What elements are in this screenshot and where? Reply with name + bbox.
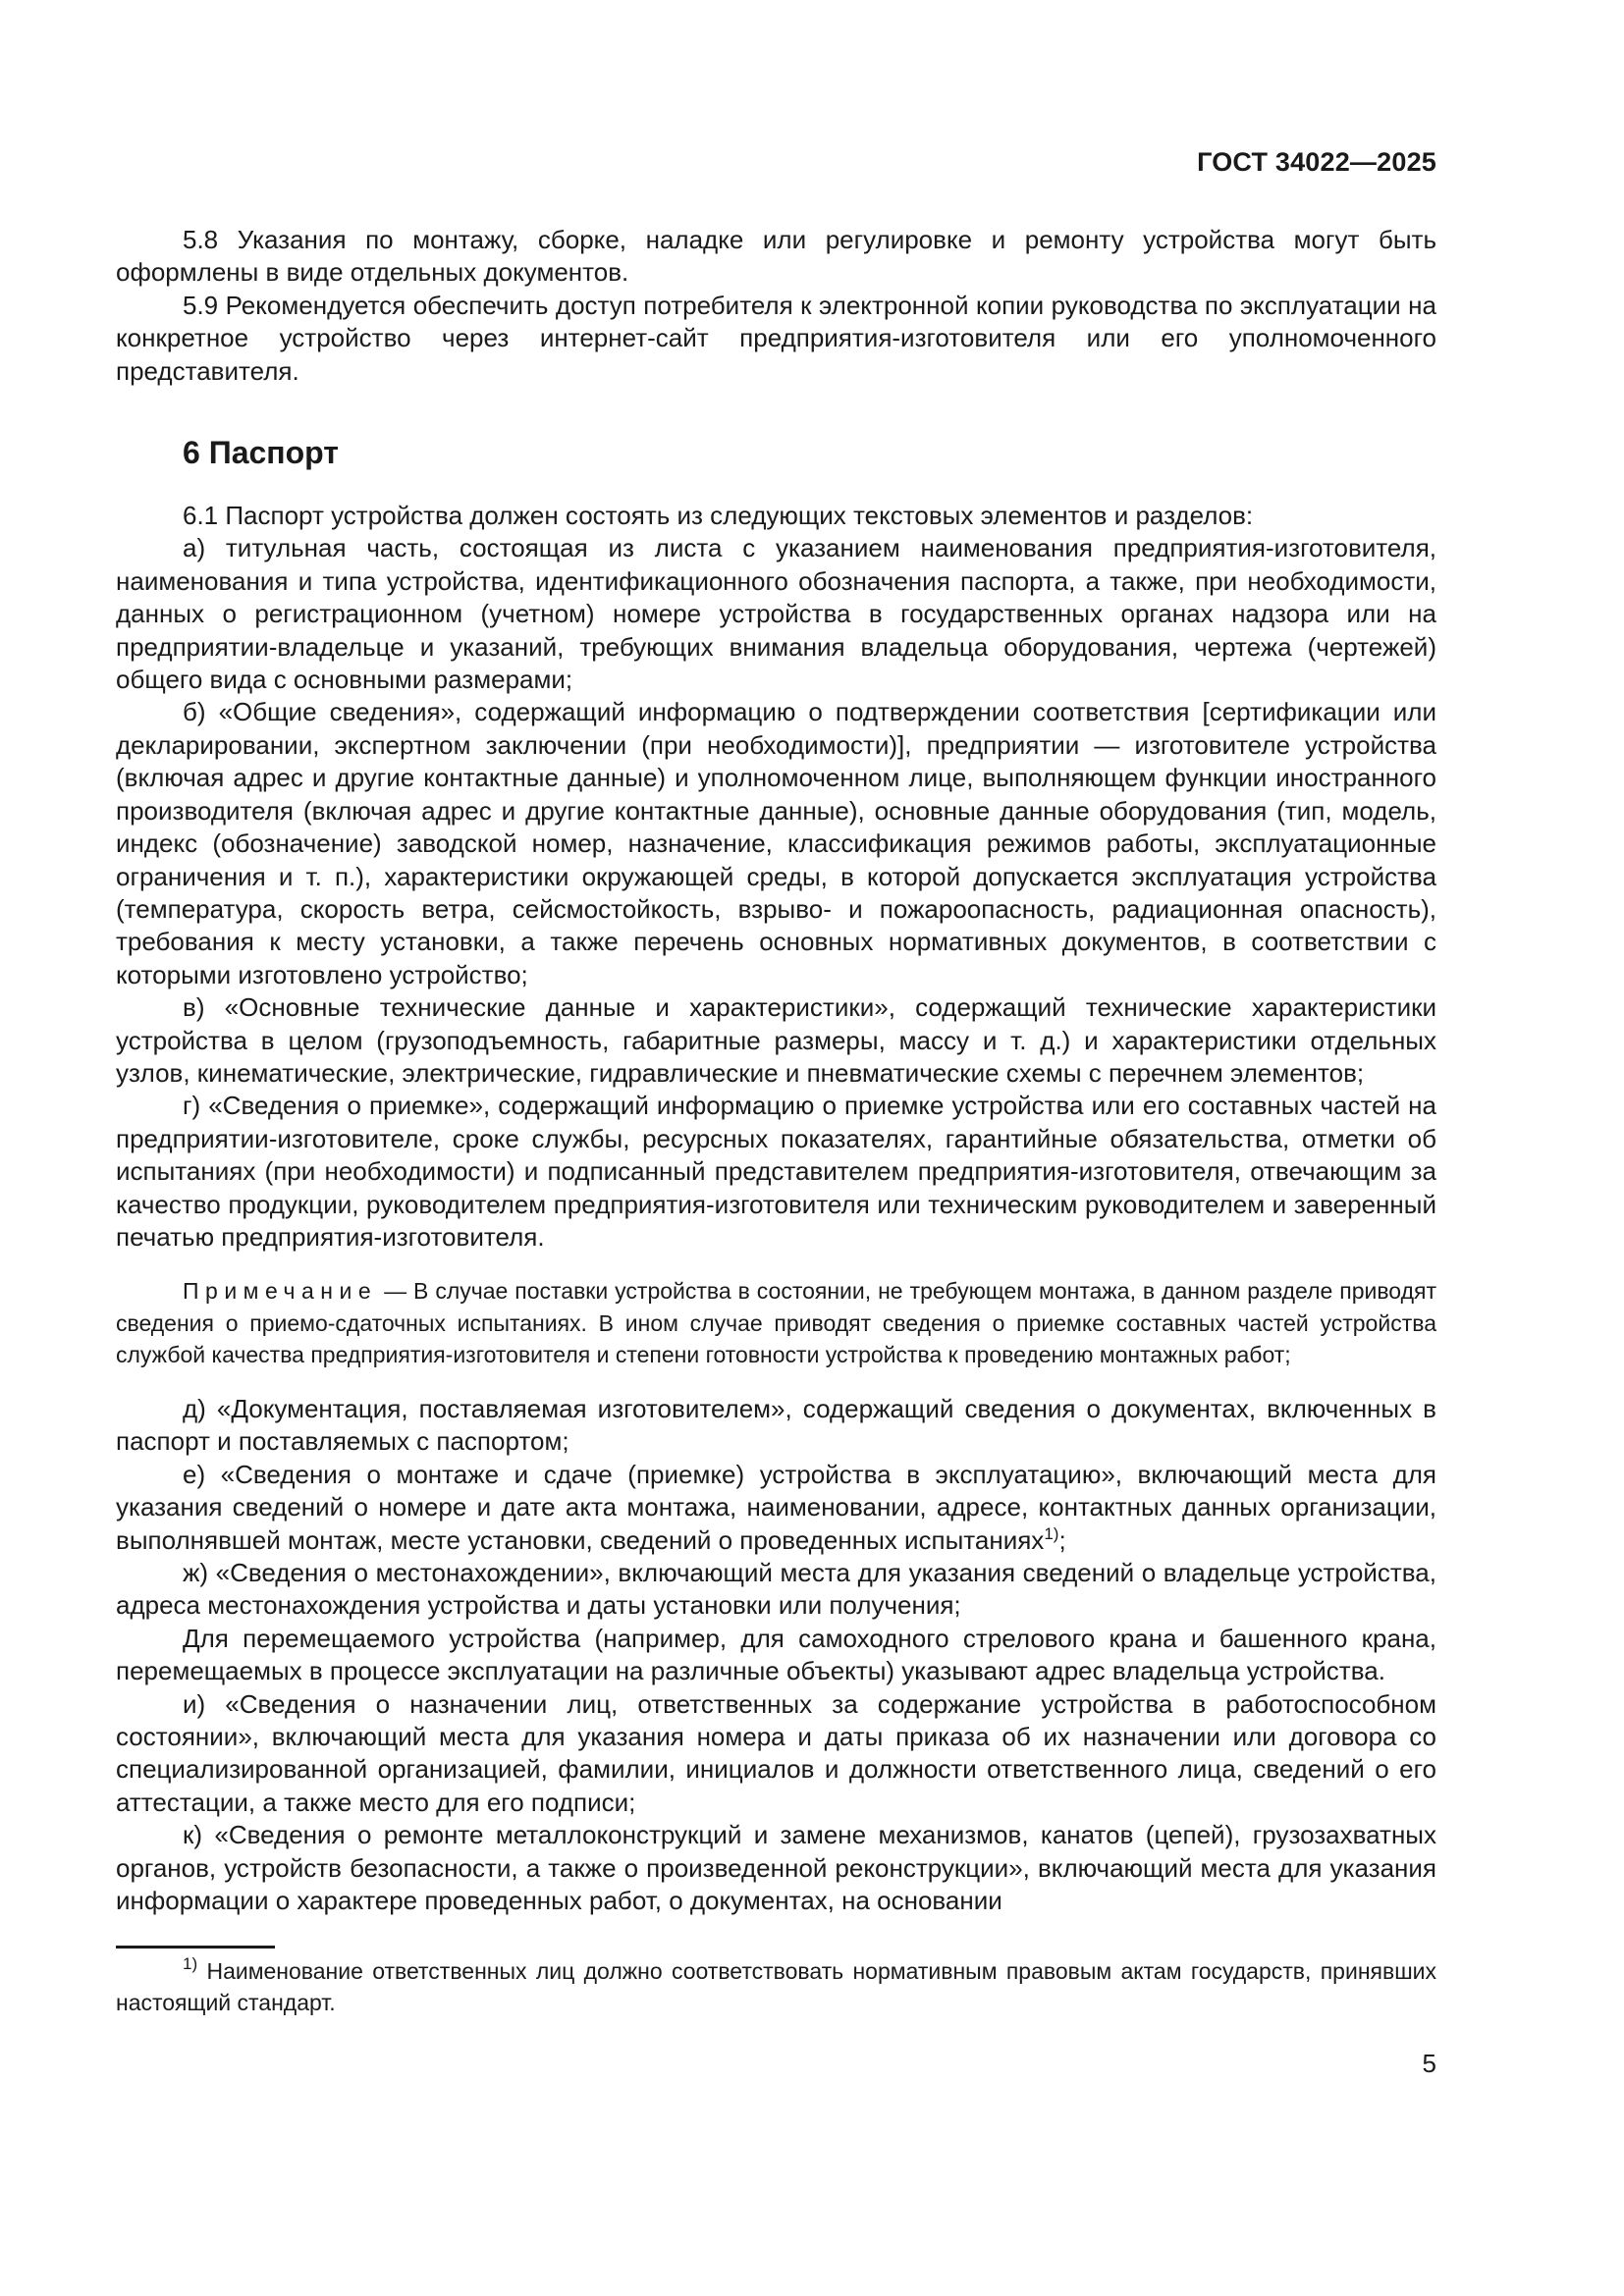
footnote	[116, 1955, 1436, 2018]
paragraph-item-e-end: ;	[1058, 1524, 1066, 1555]
paragraph-item-v: в) «Основные технические данные и характеристики», содержащий технические характеристики устройства в целом (грузоподъемность, габаритные размеры, массу и т. д.) и характеристики отдельных узлов, кинематические, электрические, гидравлические и пневматические схемы с перечнем элементов;	[116, 992, 1436, 1088]
paragraph-6-1: 6.1 Паспорт устройства должен состоять из следующих текстовых элементов и разделов:	[183, 501, 1254, 531]
paragraph-item-g: г) «Сведения о приемке», содержащий информацию о приемке устройства или его составных частей на предприятии-изготовителе, сроке службы, ресурсных показателях, гарантийные обязательства, отметки об испытаниях (при необходимости) и подписанный представителем предприятия-изготовителя, отвечающим за качество продукции, руководителем предприятия-изготовителя или техническим руководителем и заверенный печатью предприятия-изготовителя.	[116, 1091, 1436, 1252]
paragraph-item-i: и) «Сведения о назначении лиц, ответственных за содержание устройства в работоспособном состоянии», включающий места для указания номера и даты приказа об их назначении или договора со специализированной организацией, фамилии, инициалов и должности ответственного лица, сведений о его аттестации, а также место для его подписи;	[116, 1688, 1436, 1817]
note	[116, 1275, 1436, 1371]
paragraph-item-b: б) «Общие сведения», содержащий информацию о подтверждении соответствия [сертификации или декларировании, экспертном заключении (при необходимости)], предприятии — изготовителе устройства (включая адрес и другие контактные данные) и уполномоченном лице, выполняющем функции иностранного производителя (включая адрес и другие контактные данные), основные данные оборудования (тип, модель, индекс (обозначение) заводской номер, назначение, классификация режимов работы, эксплуатационные ограничения и т. п.), характеристики окружающей среды, в которой допускается эксплуатация устройства (температура, скорость ветра, сейсмостойкость, взрыво- и пожароопасность, радиационная опасность), требования к месту установки, а также перечень основных нормативных документов, в соответствии с которыми изготовлено устройство;	[116, 697, 1436, 989]
paragraph-item-e-text: е) «Сведения о монтаже и сдаче (приемке) устройства в эксплуатацию», включающий места для указания сведений о номере и дате акта монтажа, наименовании, адресе, контактных данных организации, выполнявшей монтаж, месте установки, сведений о проведенных испытаниях	[116, 1459, 1436, 1555]
section-title: 6 Паспорт	[183, 435, 339, 471]
paragraph-item-a: а) титульная часть, состоящая из листа с указанием наименования предприятия-изготовителя, наименования и типа устройства, идентификационного обозначения паспорта, а также, при необходимости, данных о регистрационном (учетном) номере устройства в государственных органах надзора или на предприятии-владельце и указаний, требующих внимания владельца оборудования, чертежа (чертежей) общего вида с основными размерами;	[116, 533, 1436, 695]
note-label: Примечание	[183, 1278, 378, 1305]
footnote-marker: 1)	[183, 1954, 198, 1973]
paragraph-5-9: 5.9 Рекомендуется обеспечить доступ потребителя к электронной копии руководства по эксплуатации на конкретное устройство через интернет-сайт предприятия-изготовителя или его уполномоченного представителя.	[116, 290, 1436, 386]
paragraph-item-k: к) «Сведения о ремонте металлоконструкций и замене механизмов, канатов (цепей), грузозахватных органов, устройств безопасности, а также о произведенной реконструкции», включающий места для указания информации о характере проведенных работ, о документах, на основании	[116, 1820, 1436, 1915]
document-code: ГОСТ 34022—2025	[1197, 147, 1436, 177]
footnote-divider	[116, 1946, 275, 1949]
paragraph-item-e	[116, 1459, 1436, 1557]
paragraph-item-zh: ж) «Сведения о местонахождении», включающий места для указания сведений о владельце устройства, адреса местонахождения устройства и даты установки или получения;	[116, 1557, 1436, 1621]
footnote-reference: 1)	[1044, 1523, 1059, 1543]
page-content	[116, 224, 1436, 1917]
note-text: — В случае поставки устройства в состоянии, не требующем монтажа, в данном разделе приводят сведения о приемо-сдаточных испытаниях. В ином случае приводят сведения о приемке составных частей устройства службой качества предприятия-изготовителя и степени готовности устройства к проведению монтажных работ;	[116, 1278, 1436, 1368]
document-page	[116, 0, 1436, 2296]
footnote-text: Наименование ответственных лиц должно соответствовать нормативным правовым актам государств, принявших настоящий стандарт.	[116, 1958, 1436, 2015]
paragraph-item-d: д) «Документация, поставляемая изготовителем», содержащий сведения о документах, включенных в паспорт и поставляемых с паспортом;	[116, 1393, 1436, 1457]
paragraph-movable-device: Для перемещаемого устройства (например, для самоходного стрелового крана и башенного крана, перемещаемых в процессе эксплуатации на различные объекты) указывают адрес владельца устройства.	[116, 1623, 1436, 1686]
paragraph-5-8: 5.8 Указания по монтажу, сборке, наладке или регулировке и ремонту устройства могут быть оформлены в виде отдельных документов.	[116, 225, 1436, 288]
page-number: 5	[1422, 2049, 1436, 2078]
